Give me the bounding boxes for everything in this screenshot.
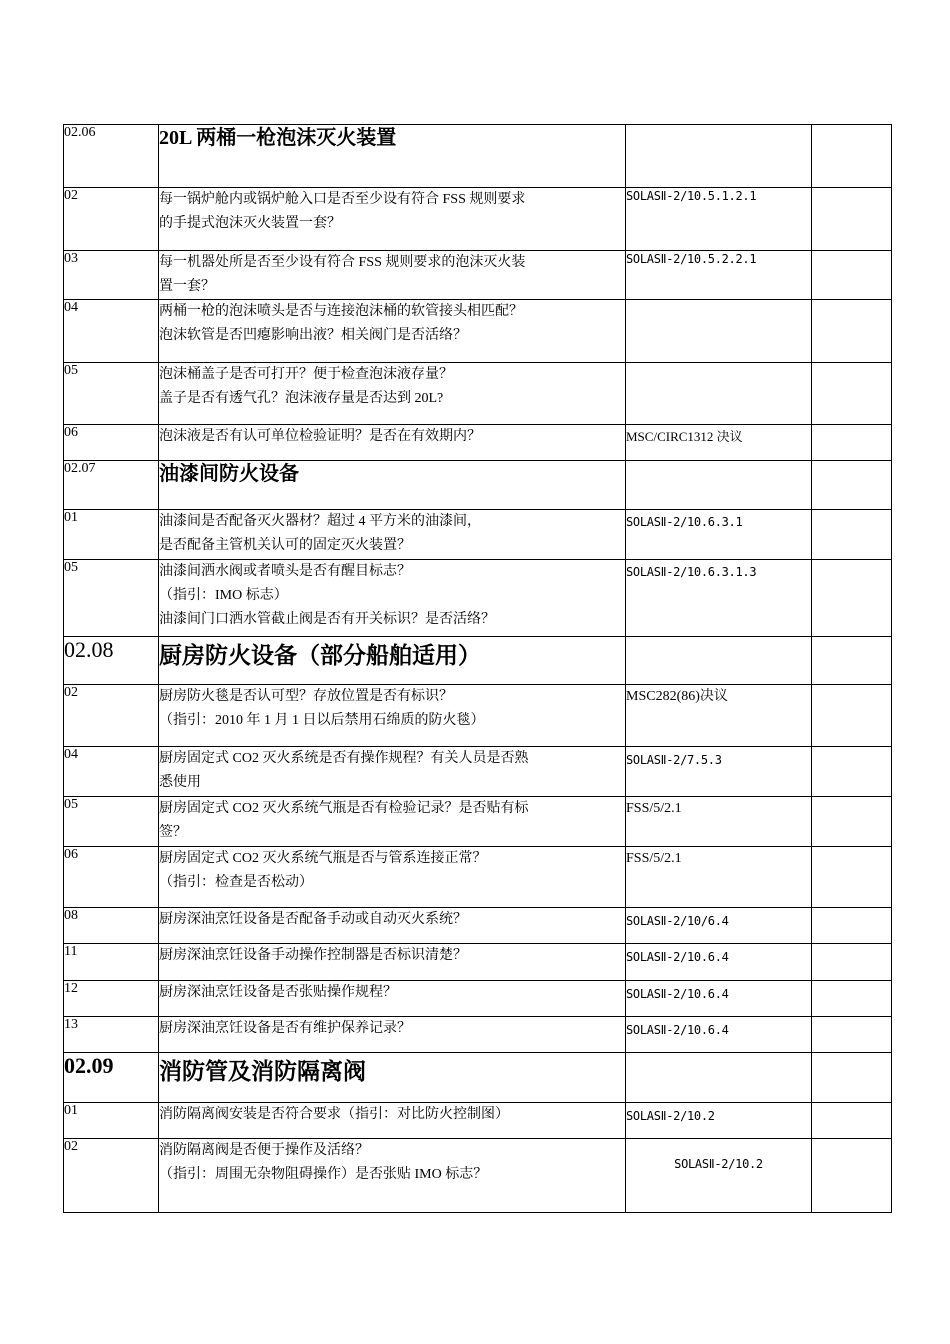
table-row — [64, 425, 892, 461]
item-reference: FSS/5/2.1 — [626, 847, 812, 908]
section-title: 20L 两桶一枪泡沫灭火装置 — [159, 125, 626, 188]
item-question: 泡沫桶盖子是否可打开？便于检查泡沫液存量？ 盖子是否有透气孔？泡沫液存量是否达到 20L? — [159, 363, 626, 425]
table-row — [64, 847, 892, 908]
item-reference: SOLASⅡ-2/10.6.3.1 — [626, 510, 812, 560]
item-code: 01 — [64, 510, 159, 560]
section-row — [64, 125, 892, 188]
table-row — [64, 908, 892, 944]
table-row — [64, 747, 892, 797]
item-question: 厨房防火毯是否认可型？存放位置是否有标识？ （指引：2010 年 1 月 1 日以后禁用石绵质的防火毯） — [159, 685, 626, 747]
section-code: 02.06 — [64, 125, 159, 188]
reference-cell — [626, 461, 812, 510]
table-row — [64, 188, 892, 251]
remark-cell — [812, 251, 892, 300]
remark-cell — [812, 944, 892, 981]
reference-cell — [626, 637, 812, 685]
item-code: 03 — [64, 251, 159, 300]
remark-cell — [812, 1103, 892, 1139]
item-question: 厨房固定式 CO2 灭火系统气瓶是否有检验记录？是否贴有标 签？ — [159, 797, 626, 847]
item-question: 泡沫液是否有认可单位检验证明？是否在有效期内？ — [159, 425, 626, 461]
item-reference: MSC282(86)决议 — [626, 685, 812, 747]
item-code: 04 — [64, 747, 159, 797]
remark-cell — [812, 908, 892, 944]
item-question: 厨房固定式 CO2 灭火系统是否有操作规程？有关人员是否熟 悉使用 — [159, 747, 626, 797]
item-reference: SOLASⅡ-2/10.6.3.1.3 — [626, 560, 812, 637]
remark-cell — [812, 461, 892, 510]
table-row — [64, 944, 892, 981]
table-row — [64, 1103, 892, 1139]
table-row — [64, 1139, 892, 1213]
item-code: 13 — [64, 1017, 159, 1053]
item-reference: SOLASⅡ-2/10.6.4 — [626, 981, 812, 1017]
table-row — [64, 560, 892, 637]
item-question: 厨房深油烹饪设备手动操作控制器是否标识清楚？ — [159, 944, 626, 981]
section-row — [64, 461, 892, 510]
remark-cell — [812, 560, 892, 637]
table-row — [64, 1017, 892, 1053]
item-question: 油漆间是否配备灭火器材？超过 4 平方米的油漆间， 是否配备主管机关认可的固定灭火装置？ — [159, 510, 626, 560]
item-reference — [626, 300, 812, 363]
remark-cell — [812, 363, 892, 425]
remark-cell — [812, 425, 892, 461]
table-row — [64, 300, 892, 363]
item-reference: FSS/5/2.1 — [626, 797, 812, 847]
item-code: 05 — [64, 797, 159, 847]
item-question: 厨房深油烹饪设备是否配备手动或自动灭火系统？ — [159, 908, 626, 944]
remark-cell — [812, 747, 892, 797]
remark-cell — [812, 981, 892, 1017]
item-reference: SOLASⅡ-2/7.5.3 — [626, 747, 812, 797]
item-reference: SOLASⅡ-2/10.5.1.2.1 — [626, 188, 812, 251]
inspection-checklist-table — [63, 124, 892, 1213]
remark-cell — [812, 637, 892, 685]
section-title: 油漆间防火设备 — [159, 461, 626, 510]
item-reference: SOLASⅡ-2/10.2 — [626, 1103, 812, 1139]
reference-cell — [626, 1053, 812, 1103]
item-question: 消防隔离阀是否便于操作及活络？ （指引：周围无杂物阻碍操作）是否张贴 IMO 标志？ — [159, 1139, 626, 1213]
table-row — [64, 251, 892, 300]
remark-cell — [812, 797, 892, 847]
table-row — [64, 685, 892, 747]
section-row — [64, 1053, 892, 1103]
table-row — [64, 797, 892, 847]
item-code: 04 — [64, 300, 159, 363]
table-row — [64, 981, 892, 1017]
item-code: 06 — [64, 847, 159, 908]
item-code: 02 — [64, 188, 159, 251]
item-code: 06 — [64, 425, 159, 461]
remark-cell — [812, 510, 892, 560]
remark-cell — [812, 685, 892, 747]
item-reference: SOLASⅡ-2/10.5.2.2.1 — [626, 251, 812, 300]
item-question: 厨房固定式 CO2 灭火系统气瓶是否与管系连接正常？ （指引：检查是否松动） — [159, 847, 626, 908]
item-code: 11 — [64, 944, 159, 981]
item-code: 02 — [64, 685, 159, 747]
item-code: 08 — [64, 908, 159, 944]
section-title: 厨房防火设备（部分船舶适用） — [159, 637, 626, 685]
section-row — [64, 637, 892, 685]
remark-cell — [812, 1017, 892, 1053]
item-reference — [626, 363, 812, 425]
remark-cell — [812, 125, 892, 188]
item-question: 消防隔离阀安装是否符合要求（指引：对比防火控制图） — [159, 1103, 626, 1139]
item-question: 厨房深油烹饪设备是否张贴操作规程？ — [159, 981, 626, 1017]
item-reference: SOLASⅡ-2/10.6.4 — [626, 1017, 812, 1053]
item-question: 油漆间洒水阀或者喷头是否有醒目标志？ （指引：IMO 标志） 油漆间门口洒水管截止阀是否有开关标识？是否活络？ — [159, 560, 626, 637]
table-row — [64, 363, 892, 425]
section-code: 02.07 — [64, 461, 159, 510]
item-reference: SOLASⅡ-2/10.2 — [626, 1139, 812, 1213]
item-code: 05 — [64, 363, 159, 425]
section-code: 02.09 — [64, 1053, 159, 1103]
remark-cell — [812, 847, 892, 908]
reference-cell — [626, 125, 812, 188]
item-question: 厨房深油烹饪设备是否有维护保养记录？ — [159, 1017, 626, 1053]
item-reference: SOLASⅡ-2/10.6.4 — [626, 944, 812, 981]
item-reference: SOLASⅡ-2/10/6.4 — [626, 908, 812, 944]
section-code: 02.08 — [64, 637, 159, 685]
item-code: 12 — [64, 981, 159, 1017]
item-question: 每一机器处所是否至少设有符合 FSS 规则要求的泡沫灭火装 置一套？ — [159, 251, 626, 300]
item-code: 02 — [64, 1139, 159, 1213]
item-question: 每一锅炉舱内或锅炉舱入口是否至少设有符合 FSS 规则要求 的手提式泡沫灭火装置一套？ — [159, 188, 626, 251]
remark-cell — [812, 188, 892, 251]
section-title: 消防管及消防隔离阀 — [159, 1053, 626, 1103]
item-code: 01 — [64, 1103, 159, 1139]
remark-cell — [812, 1053, 892, 1103]
item-reference: MSC/CIRC1312 决议 — [626, 425, 812, 461]
remark-cell — [812, 1139, 892, 1213]
item-code: 05 — [64, 560, 159, 637]
table-row — [64, 510, 892, 560]
remark-cell — [812, 300, 892, 363]
item-question: 两桶一枪的泡沫喷头是否与连接泡沫桶的软管接头相匹配？ 泡沫软管是否凹瘪影响出液？相关阀门是否活络？ — [159, 300, 626, 363]
